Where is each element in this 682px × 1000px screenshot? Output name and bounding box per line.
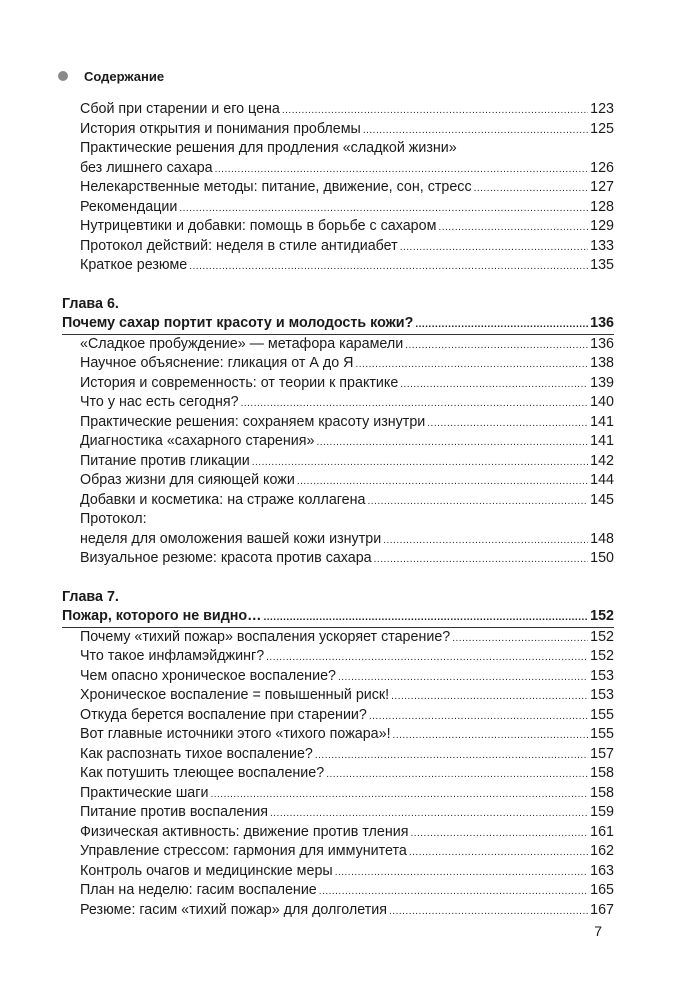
- toc-entry-page: 150: [590, 550, 614, 566]
- toc-entry-page: 161: [590, 823, 614, 840]
- dot-leader: [297, 472, 588, 492]
- toc-entry-title: Протокол:: [80, 511, 147, 527]
- toc-entry[interactable]: [62, 198, 614, 218]
- toc-entry-page: 158: [590, 784, 614, 801]
- toc-entry[interactable]: [62, 413, 614, 433]
- dot-leader: [400, 238, 588, 258]
- toc-entry[interactable]: [62, 491, 614, 511]
- toc-entry[interactable]: [62, 374, 614, 394]
- dot-leader: [452, 629, 588, 649]
- toc-entry-page: 159: [590, 804, 614, 820]
- toc-entry-title: История открытия и понимания проблемы: [80, 120, 361, 137]
- toc-entry[interactable]: [62, 803, 614, 823]
- toc-entry-title-continued: без лишнего сахара: [80, 159, 213, 176]
- toc-entry-title: Резюме: гасим «тихий пожар» для долголетия: [80, 901, 388, 918]
- toc-entry-title: Хроническое воспаление = повышенный риск!: [80, 687, 390, 703]
- toc-entry-page: 152: [590, 628, 614, 645]
- toc-entry[interactable]: [62, 784, 614, 804]
- toc-entry-page: 136: [590, 335, 614, 352]
- toc-entry-title: Контроль очагов и медицинские меры: [80, 862, 333, 879]
- toc-entry-title: Что у нас есть сегодня?: [80, 394, 239, 410]
- toc-entry[interactable]: [62, 237, 614, 257]
- toc-entry-page: 125: [590, 120, 614, 137]
- toc-entry-page: 163: [590, 862, 614, 879]
- toc-entry-title: Управление стрессом: гармония для иммунитета: [80, 843, 407, 859]
- chapter-title: Почему сахар портит красоту и молодость кожи?: [62, 315, 414, 331]
- header-title: Содержание: [84, 68, 165, 84]
- toc-entry-page: 165: [590, 882, 614, 898]
- dot-leader: [410, 824, 588, 844]
- toc-entry[interactable]: [62, 881, 614, 901]
- dot-leader: [315, 746, 588, 766]
- dot-leader: [400, 375, 588, 395]
- toc-entry-title: Протокол действий: неделя в стиле антидиабет: [80, 237, 398, 254]
- dot-leader: [474, 179, 589, 199]
- dot-leader: [252, 453, 588, 473]
- toc-entry-page: 127: [590, 179, 614, 195]
- toc-entry-title: Вот главные источники этого «тихого пожара»!: [80, 726, 391, 742]
- toc-entry[interactable]: [62, 452, 614, 472]
- toc-entry-first-line[interactable]: [62, 510, 614, 530]
- toc-entry-title: Добавки и косметика: на страже коллагена: [80, 491, 366, 508]
- toc-entry-title: Рекомендации: [80, 198, 178, 215]
- bullet-icon: [58, 71, 68, 81]
- toc-entry[interactable]: [62, 842, 614, 862]
- dot-leader: [215, 160, 589, 180]
- dot-leader: [210, 785, 588, 805]
- running-header: [58, 66, 164, 86]
- chapter-page: 152: [590, 608, 614, 624]
- toc-entry-page: 135: [590, 257, 614, 273]
- dot-leader: [405, 336, 588, 356]
- toc-entry-page: 148: [590, 530, 614, 547]
- chapter-page: 136: [590, 315, 614, 331]
- toc-entry-page: 126: [590, 159, 614, 176]
- toc-entry-page: 139: [590, 374, 614, 391]
- toc-entry[interactable]: [62, 764, 614, 784]
- chapter-title: Пожар, которого не видно…: [62, 608, 262, 624]
- toc-entry[interactable]: [62, 159, 614, 179]
- toc-entry[interactable]: [62, 335, 614, 355]
- toc-entry[interactable]: [62, 901, 614, 921]
- toc-entry[interactable]: [62, 647, 614, 667]
- chapter-label: Глава 6.: [62, 295, 119, 312]
- chapter-7: [62, 588, 614, 921]
- toc-entry[interactable]: [62, 862, 614, 882]
- toc-entry-page: 138: [590, 355, 614, 371]
- toc-entry[interactable]: [62, 217, 614, 237]
- toc-entry-title: Питание против гликации: [80, 452, 250, 469]
- chapter-6: [62, 295, 614, 569]
- toc-entry-title: Физическая активность: движение против тления: [80, 823, 409, 840]
- dot-leader: [319, 882, 588, 902]
- toc-entry[interactable]: [62, 823, 614, 843]
- toc-entry-title: Сбой при старении и его цена: [80, 101, 280, 117]
- toc-entry-title: Практические решения для продления «сладкой жизни»: [80, 140, 457, 156]
- page-number: 7: [594, 923, 602, 939]
- toc-entry-page: 155: [590, 706, 614, 723]
- toc-entry[interactable]: [62, 354, 614, 374]
- toc-entry-page: 140: [590, 394, 614, 410]
- toc-entry-page: 133: [590, 237, 614, 254]
- toc-entry-page: 152: [590, 648, 614, 664]
- toc-entry[interactable]: [62, 725, 614, 745]
- dot-leader: [393, 726, 589, 746]
- toc-entry-title: Чем опасно хроническое воспаление?: [80, 667, 336, 684]
- toc-entry-page: 142: [590, 452, 614, 469]
- toc-entry-title: Нутрицевтики и добавки: помощь в борьбе с сахаром: [80, 218, 437, 234]
- dot-leader: [282, 101, 588, 121]
- toc-entry-page: 158: [590, 765, 614, 781]
- toc-entry-first-line[interactable]: [62, 139, 614, 159]
- toc-entry[interactable]: [62, 745, 614, 765]
- dot-leader: [241, 394, 589, 414]
- toc-entry-title: Визуальное резюме: красота против сахара: [80, 550, 372, 566]
- dot-leader: [179, 199, 588, 219]
- toc-entry[interactable]: [62, 706, 614, 726]
- dot-leader: [363, 121, 588, 141]
- toc-entry[interactable]: [62, 432, 614, 452]
- dot-leader: [367, 492, 588, 512]
- dot-leader: [326, 765, 588, 785]
- toc-entry-title: Образ жизни для сияющей кожи: [80, 472, 295, 488]
- toc-entry[interactable]: [62, 471, 614, 491]
- dot-leader: [389, 902, 588, 922]
- dot-leader: [438, 218, 588, 238]
- toc-entry-page: 144: [590, 472, 614, 488]
- toc-entry-title: «Сладкое пробуждение» — метафора карамели: [80, 335, 404, 352]
- toc-entry-title: Нелекарственные методы: питание, движение, сон, стресс: [80, 179, 472, 195]
- toc-entry-page: 153: [590, 667, 614, 684]
- dot-leader: [369, 707, 588, 727]
- toc-entry-page: 128: [590, 198, 614, 215]
- dot-leader: [263, 608, 588, 628]
- toc-entry-title-continued: неделя для омоложения вашей кожи изнутри: [80, 530, 382, 547]
- toc-entry-page: 162: [590, 843, 614, 859]
- toc-entry-page: 141: [590, 413, 614, 430]
- toc-entry-page: 123: [590, 101, 614, 117]
- toc-entry-title: Практические шаги: [80, 784, 209, 801]
- toc-entry-page: 167: [590, 901, 614, 918]
- dot-leader: [415, 315, 588, 335]
- toc-entry-title: Что такое инфламэйджинг?: [80, 648, 265, 664]
- toc-entry-page: 155: [590, 726, 614, 742]
- dot-leader: [270, 804, 588, 824]
- toc-entry-title: Почему «тихий пожар» воспаления ускоряет старение?: [80, 628, 451, 645]
- toc-entry-page: 145: [590, 491, 614, 508]
- toc-entry-page: 129: [590, 218, 614, 234]
- dot-leader: [374, 550, 589, 570]
- toc-entry-page: 141: [590, 433, 614, 449]
- toc-entry-title: Откуда берется воспаление при старении?: [80, 706, 367, 723]
- chapter-title-entry[interactable]: [62, 607, 614, 628]
- dot-leader: [266, 648, 588, 668]
- chapter-label: Глава 7.: [62, 588, 119, 605]
- toc-entry-title: Как потушить тлеющее воспаление?: [80, 765, 325, 781]
- toc-entry-page: 153: [590, 687, 614, 703]
- toc-entry[interactable]: [62, 256, 614, 276]
- toc-entry[interactable]: [62, 393, 614, 413]
- toc-entry-title: Диагностика «сахарного старения»: [80, 433, 315, 449]
- toc-entry-title: Практические решения: сохраняем красоту изнутри: [80, 413, 426, 430]
- chapter-title-entry[interactable]: [62, 314, 614, 335]
- toc-entry[interactable]: [62, 530, 614, 550]
- toc-entry[interactable]: [62, 667, 614, 687]
- section-continued: [62, 100, 614, 276]
- toc-entry[interactable]: [62, 100, 614, 120]
- toc-entry-title: Краткое резюме: [80, 257, 188, 273]
- toc-entry-title: Научное объяснение: гликация от А до Я: [80, 355, 354, 371]
- dot-leader: [316, 433, 588, 453]
- toc-entry-page: 157: [590, 745, 614, 762]
- dot-leader: [335, 863, 588, 883]
- dot-leader: [356, 355, 589, 375]
- dot-leader: [383, 531, 588, 551]
- dot-leader: [338, 668, 588, 688]
- dot-leader: [427, 414, 588, 434]
- table-of-contents: [62, 100, 614, 920]
- toc-entry[interactable]: [62, 628, 614, 648]
- toc-entry[interactable]: [62, 178, 614, 198]
- dot-leader: [391, 687, 588, 707]
- dot-leader: [409, 843, 588, 863]
- toc-entry-title: История и современность: от теории к практике: [80, 374, 399, 391]
- toc-entry[interactable]: [62, 549, 614, 569]
- toc-entry[interactable]: [62, 686, 614, 706]
- toc-entry[interactable]: [62, 120, 614, 140]
- toc-entry-title: Питание против воспаления: [80, 804, 268, 820]
- toc-entry-title: Как распознать тихое воспаление?: [80, 745, 313, 762]
- dot-leader: [189, 257, 588, 277]
- toc-entry-title: План на неделю: гасим воспаление: [80, 882, 317, 898]
